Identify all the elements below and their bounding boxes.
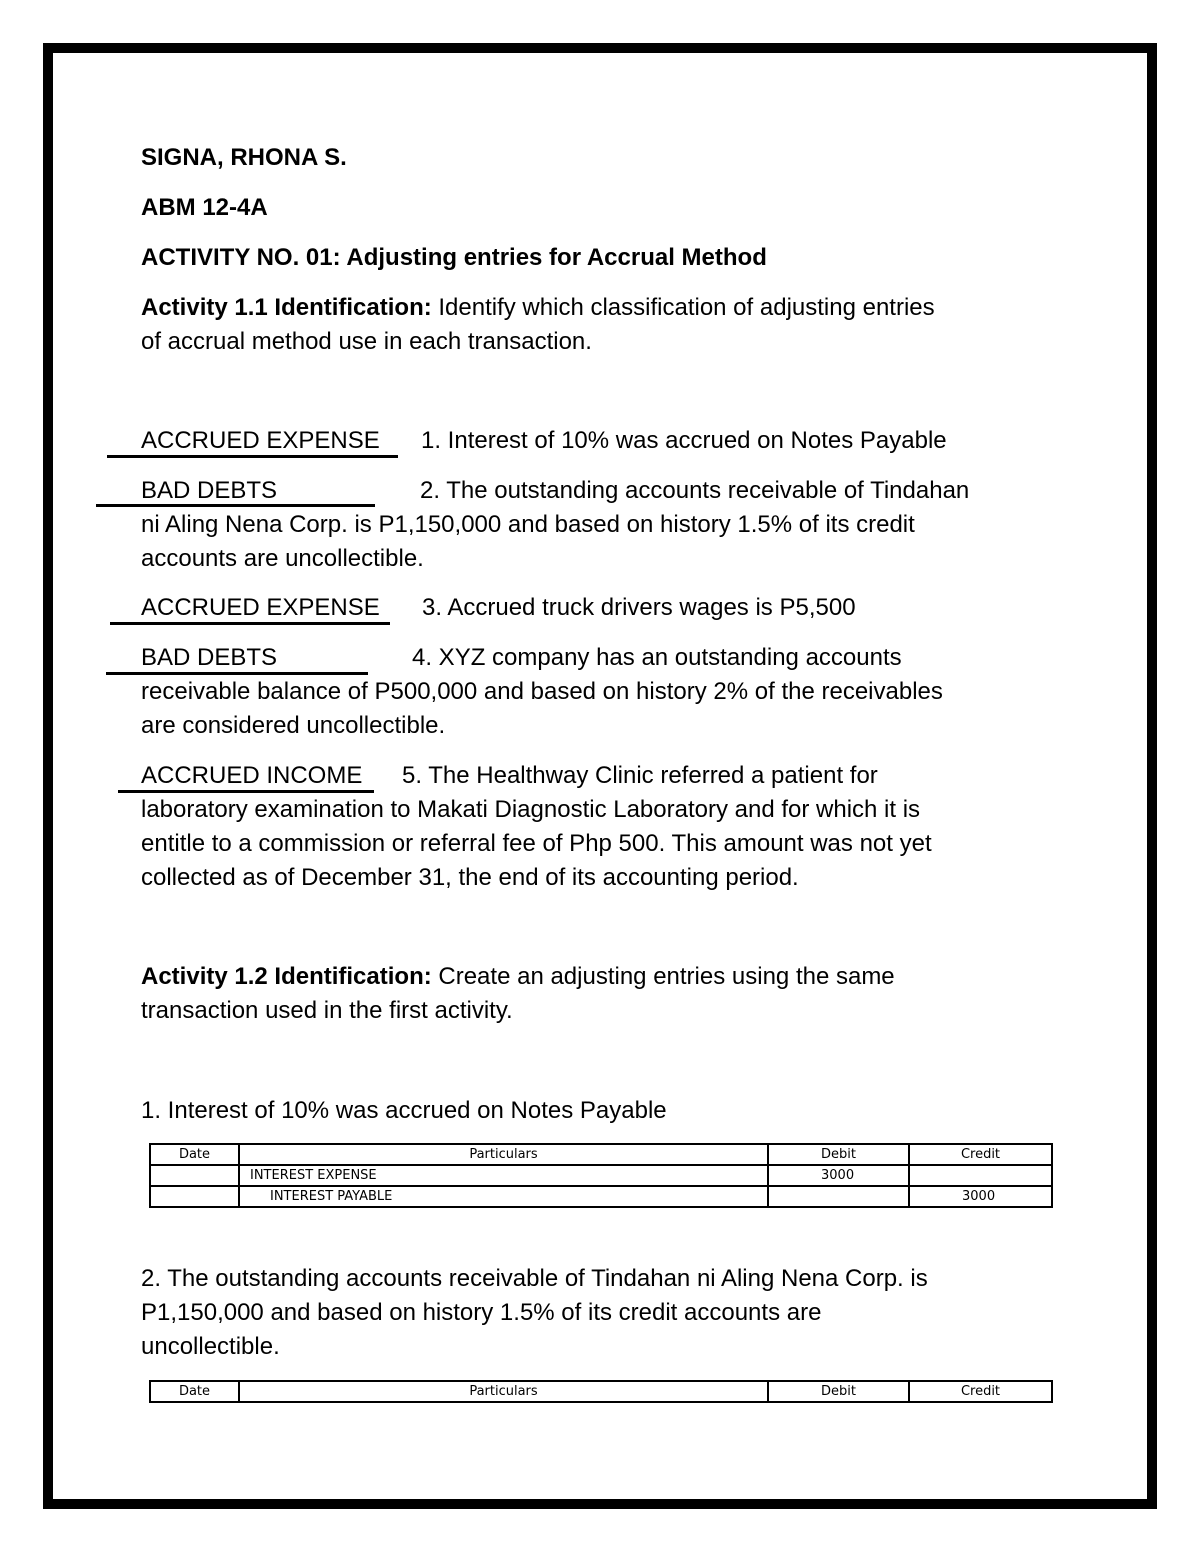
activity-1-1-instructions [141,291,935,325]
activity-1-1-label: Activity 1.1 Identification: [141,294,432,321]
item-2-line-2: ni Aling Nena Corp. is P1,150,000 and based on history 1.5% of its credit [141,511,915,538]
cell-date [150,1165,239,1186]
answer-1: ACCRUED EXPENSE [141,427,380,454]
header-date: Date [150,1381,239,1402]
cell-debit: 3000 [768,1165,909,1186]
header-credit: Credit [909,1381,1052,1402]
cell-debit [768,1186,909,1207]
header-particulars: Particulars [239,1381,768,1402]
item-4-line-1: 4. XYZ company has an outstanding accounts [412,644,902,671]
entry-2-question-line-3: uncollectible. [141,1333,280,1360]
header-particulars: Particulars [239,1144,768,1165]
header-debit: Debit [768,1381,909,1402]
cell-credit: 3000 [909,1186,1052,1207]
activity-1-2-instructions [141,960,895,994]
activity-1-2-text-line2: transaction used in the first activity. [141,997,513,1024]
activity-1-2-text-line1: Create an adjusting entries using the same [431,963,895,990]
item-5-line-1: 5. The Healthway Clinic referred a patient for [402,762,878,789]
item-3-line-1: 3. Accrued truck drivers wages is P5,500 [422,594,856,621]
activity-1-1-text-line1: Identify which classification of adjusting entries [431,294,935,321]
header-date: Date [150,1144,239,1165]
entry-2-question-line-2: P1,150,000 and based on history 1.5% of its credit accounts are [141,1299,822,1326]
answer-underline [107,455,398,458]
journal-table-2 [149,1380,1053,1403]
entry-1-question: 1. Interest of 10% was accrued on Notes Payable [141,1097,667,1124]
answer-3: ACCRUED EXPENSE [141,594,380,621]
answer-5: ACCRUED INCOME [141,762,363,789]
item-5-line-2: laboratory examination to Makati Diagnostic Laboratory and for which it is [141,796,921,823]
entry-2-question-line-1: 2. The outstanding accounts receivable of Tindahan ni Aling Nena Corp. is [141,1265,928,1292]
item-2-line-1: 2. The outstanding accounts receivable of Tindahan [420,477,970,504]
cell-particulars: INTEREST PAYABLE [239,1186,768,1207]
journal-table-1 [149,1143,1053,1208]
answer-2: BAD DEBTS [141,477,278,504]
answer-underline [110,622,390,625]
item-5-line-3: entitle to a commission or referral fee of Php 500. This amount was not yet [141,830,932,857]
activity-1-1-text-line2: of accrual method use in each transaction. [141,328,592,355]
cell-credit [909,1165,1052,1186]
answer-underline [96,504,375,507]
table-row [150,1186,1052,1207]
student-name: SIGNA, RHONA S. [141,144,347,171]
item-5-line-4: collected as of December 31, the end of its accounting period. [141,864,799,891]
student-section: ABM 12-4A [141,194,268,221]
table-header-row [150,1381,1052,1402]
activity-title: ACTIVITY NO. 01: Adjusting entries for Accrual Method [141,244,767,271]
table-row [150,1165,1052,1186]
answer-4: BAD DEBTS [141,644,278,671]
item-4-line-2: receivable balance of P500,000 and based on history 2% of the receivables [141,678,943,705]
table-header-row [150,1144,1052,1165]
item-1-line-1: 1. Interest of 10% was accrued on Notes Payable [421,427,947,454]
header-credit: Credit [909,1144,1052,1165]
item-4-line-3: are considered uncollectible. [141,712,446,739]
item-2-line-3: accounts are uncollectible. [141,545,424,572]
cell-particulars: INTEREST EXPENSE [239,1165,768,1186]
activity-1-2-label: Activity 1.2 Identification: [141,963,432,990]
header-debit: Debit [768,1144,909,1165]
cell-date [150,1186,239,1207]
